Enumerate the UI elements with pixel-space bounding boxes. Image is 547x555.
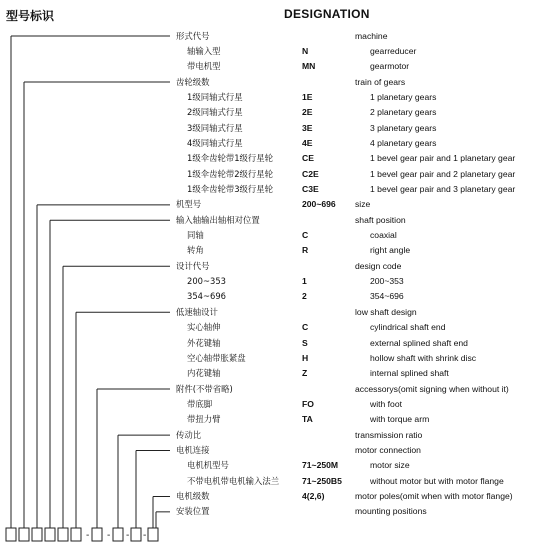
option-code: N: [302, 45, 309, 56]
category-code: 4(2,6): [302, 491, 325, 501]
option-code: R: [302, 245, 309, 256]
option-code: C: [302, 322, 309, 333]
category-label-en: train of gears: [355, 76, 406, 87]
category-label-cn: 安装位置: [176, 506, 210, 517]
option-code: H: [302, 352, 309, 363]
category-label-cn: 电机级数: [176, 491, 210, 501]
category-label-en: mounting positions: [355, 506, 427, 517]
category-label-en: motor connection: [355, 444, 421, 455]
designation-box: [45, 528, 55, 541]
option-label-en: without motor but with motor flange: [370, 475, 504, 486]
option-label-cn: 轴输入型: [187, 45, 221, 56]
option-label-cn: 1级同轴式行星: [187, 91, 243, 102]
option-label-en: gearreducer: [370, 45, 417, 56]
option-code: 2: [302, 291, 307, 302]
option-label-en: gearmotor: [370, 61, 410, 72]
option-label-cn: 4级同轴式行星: [187, 137, 243, 148]
option-code: Z: [302, 368, 308, 379]
option-label-cn: 3级同轴式行星: [187, 122, 243, 133]
category-label-en: motor poles(omit when with motor flange): [355, 491, 513, 501]
designation-box: [148, 528, 158, 541]
box-separator: -: [143, 530, 147, 541]
option-label-en: 1 bevel gear pair and 3 planetary gear: [370, 184, 516, 194]
option-code: C3E: [302, 184, 319, 194]
option-code: C2E: [302, 168, 319, 179]
category-label-cn: 设计代号: [176, 260, 210, 271]
option-label-cn: 1级伞齿轮带3级行星轮: [187, 184, 274, 194]
option-label-cn: 1级伞齿轮带2级行星轮: [187, 168, 274, 179]
designation-box: [131, 528, 141, 541]
category-label-en: machine: [355, 30, 388, 41]
option-label-cn: 内花键轴: [187, 368, 221, 379]
option-code: 1E: [302, 91, 313, 102]
option-code: FO: [302, 398, 314, 409]
option-code: MN: [302, 61, 316, 72]
category-label-en: design code: [355, 260, 402, 271]
option-label-en: motor size: [370, 460, 410, 471]
category-label-cn: 传动比: [176, 429, 202, 440]
option-code: CE: [302, 153, 314, 164]
option-code: 2E: [302, 107, 313, 118]
category-label-en: shaft position: [355, 214, 406, 225]
designation-box: [113, 528, 123, 541]
option-label-en: 1 planetary gears: [370, 91, 437, 102]
option-label-cn: 不带电机带电机输入法兰: [187, 475, 280, 486]
option-label-en: with foot: [370, 398, 403, 409]
category-label-cn: 形式代号: [176, 30, 210, 41]
option-label-en: cylindrical shaft end: [370, 322, 446, 333]
option-label-cn: 1级伞齿轮带1级行星轮: [187, 153, 274, 164]
designation-box: [32, 528, 42, 541]
option-label-en: 2 planetary gears: [370, 107, 437, 118]
option-code: 71~250B5: [302, 475, 342, 486]
option-code: 4E: [302, 137, 313, 148]
option-label-en: 1 bevel gear pair and 2 planetary gear: [370, 168, 516, 179]
box-separator: -: [86, 530, 90, 541]
option-label-en: 200~353: [370, 276, 404, 287]
option-label-cn: 外花键轴: [187, 337, 221, 348]
title-english: DESIGNATION: [284, 7, 370, 21]
option-label-cn: 200~353: [187, 276, 226, 287]
option-label-en: coaxial: [370, 230, 397, 241]
box-separator: -: [126, 530, 130, 541]
option-label-cn: 同轴: [187, 230, 204, 241]
option-label-en: 4 planetary gears: [370, 137, 437, 148]
option-label-cn: 电机机型号: [187, 460, 229, 471]
option-label-en: with torque arm: [370, 414, 430, 425]
category-label-cn: 机型号: [176, 199, 202, 210]
category-label-cn: 输入轴输出轴相对位置: [176, 214, 260, 225]
designation-box: [19, 528, 29, 541]
option-label-en: external splined shaft end: [370, 337, 468, 348]
option-label-en: 3 planetary gears: [370, 122, 437, 133]
option-label-cn: 带底脚: [187, 398, 213, 409]
category-label-en: accessorys(omit signing when without it): [355, 383, 509, 394]
designation-box: [71, 528, 81, 541]
designation-box: [6, 528, 16, 541]
designation-box: [92, 528, 102, 541]
option-label-cn: 转角: [187, 245, 204, 256]
category-label-en: transmission ratio: [355, 429, 423, 440]
category-code: 200~696: [302, 199, 336, 210]
option-label-en: internal splined shaft: [370, 368, 449, 379]
option-code: 1: [302, 276, 307, 287]
category-label-cn: 附件(不带省略): [176, 383, 233, 394]
option-label-en: hollow shaft with shrink disc: [370, 352, 477, 363]
option-code: C: [302, 230, 309, 241]
option-label-cn: 实心轴伸: [187, 322, 221, 333]
box-separator: -: [107, 530, 111, 541]
option-label-cn: 带电机型: [187, 61, 221, 72]
option-label-en: 354~696: [370, 291, 404, 302]
option-label-en: 1 bevel gear pair and 1 planetary gear: [370, 153, 516, 164]
category-label-en: low shaft design: [355, 306, 417, 317]
category-label-cn: 低速轴设计: [176, 306, 218, 317]
option-label-cn: 空心轴带胀紧盘: [187, 352, 246, 363]
title-chinese: 型号标识: [6, 9, 55, 23]
option-label-cn: 354~696: [187, 291, 226, 302]
designation-box: [58, 528, 68, 541]
option-code: S: [302, 337, 308, 348]
category-label-en: size: [355, 199, 371, 210]
option-label-cn: 2级同轴式行星: [187, 107, 243, 118]
category-label-cn: 齿轮级数: [176, 76, 210, 87]
category-label-cn: 电机连接: [176, 444, 210, 455]
option-code: 3E: [302, 122, 313, 133]
option-label-cn: 带扭力臂: [187, 414, 221, 425]
option-code: 71~250M: [302, 460, 339, 471]
option-code: TA: [302, 414, 313, 425]
option-label-en: right angle: [370, 245, 411, 256]
